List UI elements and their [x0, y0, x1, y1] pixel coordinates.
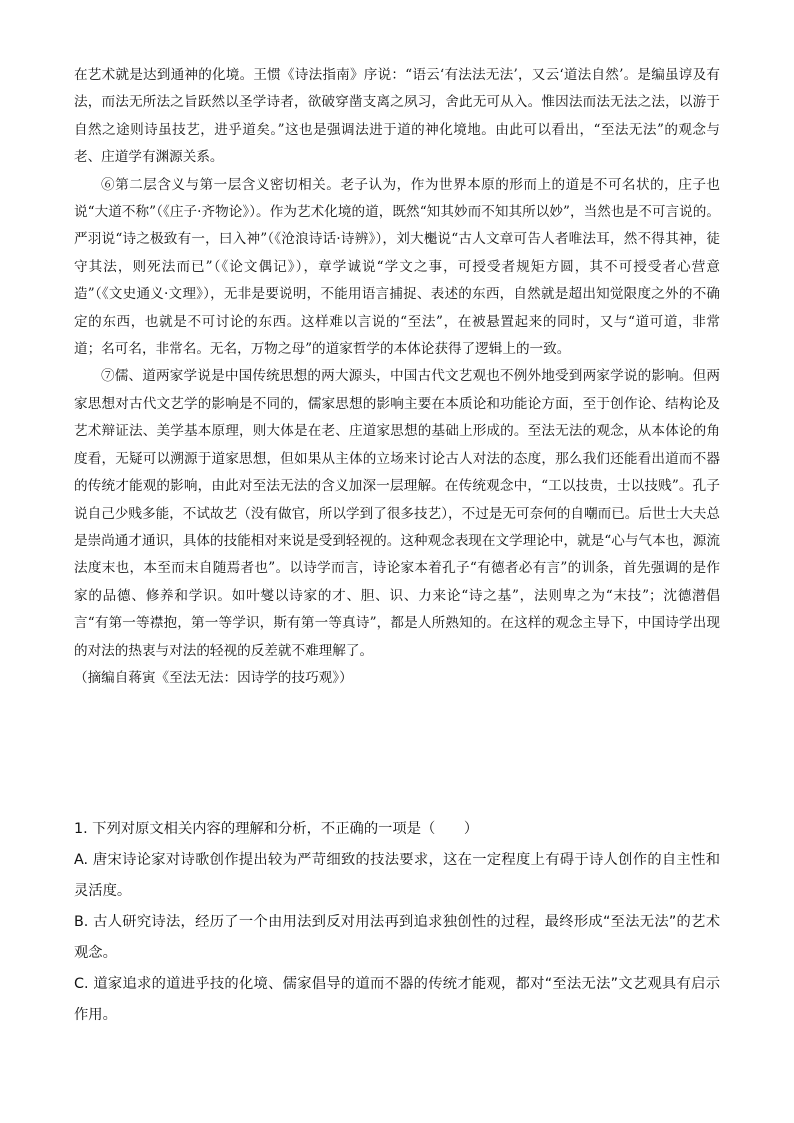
passage-paragraph-continued: 在艺术就是达到通神的化境。王惯《诗法指南》序说：“语云‘有法法无法’，又云‘道法自然’。是编虽谆及有法，而法无所法之旨跃然以圣学诗者，欲破穿凿支离之夙习，舍此无可从入。惟因法而法无法之法，以游于自然之途则诗虽技艺，进乎道矣。”这也是强调法进于道的神化境地。由此可以看出，“至法无法”的观念与老、庄道学有渊源关系。: [74, 67, 720, 166]
question-1-option-b: B. 古人研究诗法，经历了一个由用法到反对用法再到追求独创性的过程，最终形成“至法无法”的艺术观念。: [74, 914, 720, 961]
passage-paragraph-7: ⑦儒、道两家学说是中国传统思想的两大源头，中国古代文艺观也不例外地受到两家学说的影响。但两家思想对古代文艺学的影响是不同的，儒家思想的影响主要在本质论和功能论方面，至于创作论、结构论及艺术辩证法、美学基本原理，则大体是在老、庄道家思想的基础上形成的。至法无法的观念，从本体论的角度看，无疑可以溯源于道家思想，但如果从主体的立场来讨论古人对法的态度，那么我们还能看出道而不器的传统才能观的影响，由此对至法无法的含义加深一层理解。在传统观念中，“工以技贵，士以技贱”。孔子说自己少贱多能，不试故艺（没有做官，所以学到了很多技艺），不过是无可奈何的自嘲而已。后世士大夫总是崇尚通才通识，具体的技能相对来说是受到轻视的。这种观念表现在文学理论中，就是“心与气本也，源流法度末也，本至而末自随焉者也”。以诗学而言，诗论家本着孔子“有德者必有言”的训条，首先强调的是作家的品德、修养和学识。如叶燮以诗家的才、胆、识、力来论“诗之基”，法则卑之为“末技”；沈德潜倡言“有第一等襟抱，第一等学识，斯有第一等真诗”，都是人所熟知的。在这样的观念主导下，中国诗学出现的对法的热衷与对法的轻视的反差就不难理解了。: [74, 368, 720, 659]
passage-source-citation: （摘编自蒋寅《至法无法：因诗学的技巧观》）: [74, 669, 353, 686]
question-section: [74, 814, 720, 1031]
question-1-option-a: A. 唐宋诗论家对诗歌创作提出较为严苛细致的技法要求，这在一定程度上有碍于诗人创作的自主性和灵活度。: [74, 852, 720, 899]
question-1-stem: 1. 下列对原文相关内容的理解和分析，不正确的一项是（ ）: [74, 821, 479, 837]
reading-passage: [74, 62, 720, 692]
question-1-option-c: C. 道家追求的道进乎技的化境、儒家倡导的道而不器的传统才能观，都对“至法无法”文艺观具有启示作用。: [74, 976, 720, 1023]
passage-paragraph-6: ⑥第二层含义与第一层含义密切相关。老子认为，作为世界本原的形而上的道是不可名状的，庄子也说“大道不称”（《庄子·齐物论》）。作为艺术化境的道，既然“知其妙而不知其所以妙”，当然也是不可言说的。严羽说“诗之极致有一，曰入神”（《沧浪诗话·诗辨》），刘大櫆说“古人文章可告人者唯法耳，然不得其神，徒守其法，则死法而已”（《论文偶记》），章学诚说“学文之事，可授受者规矩方圆，其不可授受者心营意造”（《文史通义·文理》），无非是要说明，不能用语言捕捉、表述的东西，自然就是超出知觉限度之外的不确定的东西，也就是不可讨论的东西。这样难以言说的“至法”，在被悬置起来的同时，又与“道可道，非常道；名可名，非常名。无名，万物之母”的道家哲学的本体论获得了逻辑上的一致。: [74, 176, 720, 358]
